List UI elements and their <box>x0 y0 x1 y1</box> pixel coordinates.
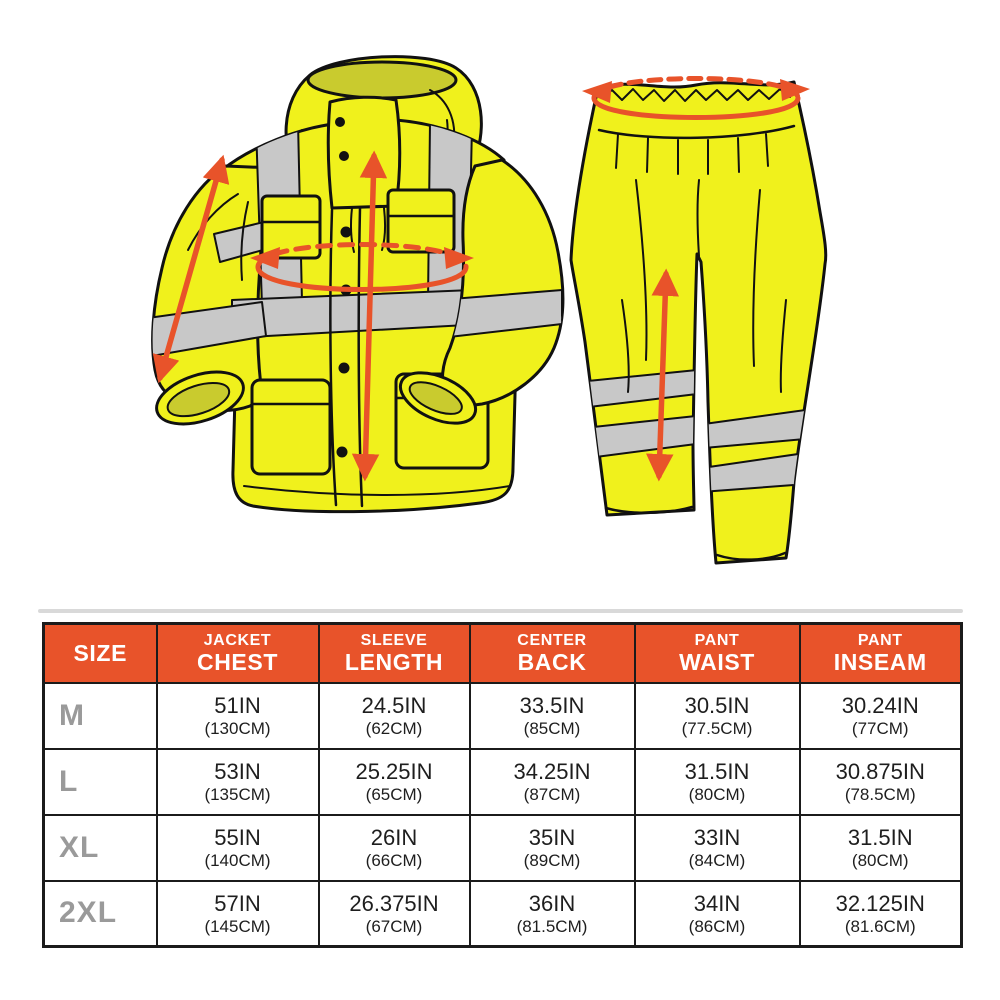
header-sleeve-length <box>319 624 470 683</box>
value-cell <box>319 881 470 947</box>
value-cm: (66CM) <box>365 850 423 870</box>
value-in: 34.25IN <box>513 759 591 785</box>
value-cell <box>635 683 800 749</box>
value-cm: (77.5CM) <box>681 718 753 738</box>
size-label: L <box>44 749 157 815</box>
value-cm: (145CM) <box>204 916 271 936</box>
value-cm: (67CM) <box>365 916 423 936</box>
header-line2: INSEAM <box>833 648 927 675</box>
value-cell <box>635 749 800 815</box>
header-line1: SLEEVE <box>360 632 428 650</box>
value-cm: (80CM) <box>688 784 746 804</box>
value-cell <box>800 749 962 815</box>
value-in: 32.125IN <box>835 891 925 917</box>
value-cm: (86CM) <box>688 916 746 936</box>
value-cell <box>800 881 962 947</box>
header-line1: PANT <box>694 632 740 650</box>
table-row <box>44 881 962 947</box>
header-line1: CENTER <box>517 632 587 650</box>
value-cell <box>319 749 470 815</box>
header-line1: PANT <box>857 632 903 650</box>
value-cell <box>319 815 470 881</box>
value-cm: (65CM) <box>365 784 423 804</box>
header-pant-waist <box>635 624 800 683</box>
table-top-shadow <box>38 609 963 613</box>
value-in: 36IN <box>528 891 576 917</box>
value-in: 33.5IN <box>519 693 585 719</box>
value-cm: (87CM) <box>523 784 581 804</box>
value-in: 51IN <box>214 693 261 719</box>
value-cm: (135CM) <box>204 784 271 804</box>
value-in: 24.5IN <box>361 693 427 719</box>
value-cm: (140CM) <box>204 850 271 870</box>
value-cell <box>157 749 319 815</box>
header-line1: JACKET <box>203 632 272 650</box>
value-in: 26.375IN <box>349 891 439 917</box>
header-line2: BACK <box>517 648 587 675</box>
value-cm: (80CM) <box>851 850 909 870</box>
value-cell <box>635 881 800 947</box>
value-cell <box>157 683 319 749</box>
table-header-row <box>44 624 962 683</box>
value-in: 55IN <box>214 825 261 851</box>
header-jacket-chest <box>157 624 319 683</box>
value-in: 57IN <box>214 891 261 917</box>
value-in: 33IN <box>693 825 741 851</box>
value-in: 26IN <box>370 825 418 851</box>
header-size <box>44 624 157 683</box>
table-row <box>44 683 962 749</box>
value-cm: (77CM) <box>851 718 909 738</box>
hi-vis-jacket-icon <box>148 57 563 512</box>
value-cm: (85CM) <box>523 718 581 738</box>
value-cell <box>470 749 635 815</box>
pants-body <box>571 82 826 563</box>
header-pant-inseam <box>800 624 962 683</box>
value-cm: (81.5CM) <box>516 916 588 936</box>
table-row <box>44 749 962 815</box>
value-in: 25.25IN <box>355 759 433 785</box>
size-table-container <box>42 622 963 948</box>
value-cm: (84CM) <box>688 850 746 870</box>
header-size-label: SIZE <box>73 639 128 666</box>
value-cm: (81.6CM) <box>844 916 916 936</box>
value-cell <box>800 815 962 881</box>
value-in: 31.5IN <box>684 759 750 785</box>
value-cell <box>319 683 470 749</box>
value-cell <box>470 881 635 947</box>
size-label: XL <box>44 815 157 881</box>
value-in: 34IN <box>693 891 741 917</box>
table-row <box>44 815 962 881</box>
value-in: 53IN <box>214 759 261 785</box>
header-center-back <box>470 624 635 683</box>
value-cell <box>157 881 319 947</box>
value-in: 30.5IN <box>684 693 750 719</box>
header-line2: WAIST <box>679 648 755 675</box>
value-in: 31.5IN <box>847 825 913 851</box>
value-cm: (78.5CM) <box>844 784 916 804</box>
value-cell <box>800 683 962 749</box>
header-line2: LENGTH <box>344 648 444 675</box>
size-label: 2XL <box>44 881 157 947</box>
value-cm: (130CM) <box>204 718 271 738</box>
size-label: M <box>44 683 157 749</box>
header-line2: CHEST <box>197 648 278 675</box>
value-cell <box>635 815 800 881</box>
value-in: 30.875IN <box>835 759 925 785</box>
hi-vis-pants-icon <box>571 82 826 563</box>
value-cell <box>470 683 635 749</box>
value-in: 30.24IN <box>841 693 919 719</box>
value-cell <box>157 815 319 881</box>
value-in: 35IN <box>528 825 576 851</box>
value-cm: (89CM) <box>523 850 581 870</box>
value-cm: (62CM) <box>365 718 423 738</box>
value-cell <box>470 815 635 881</box>
size-chart-table <box>42 622 963 948</box>
